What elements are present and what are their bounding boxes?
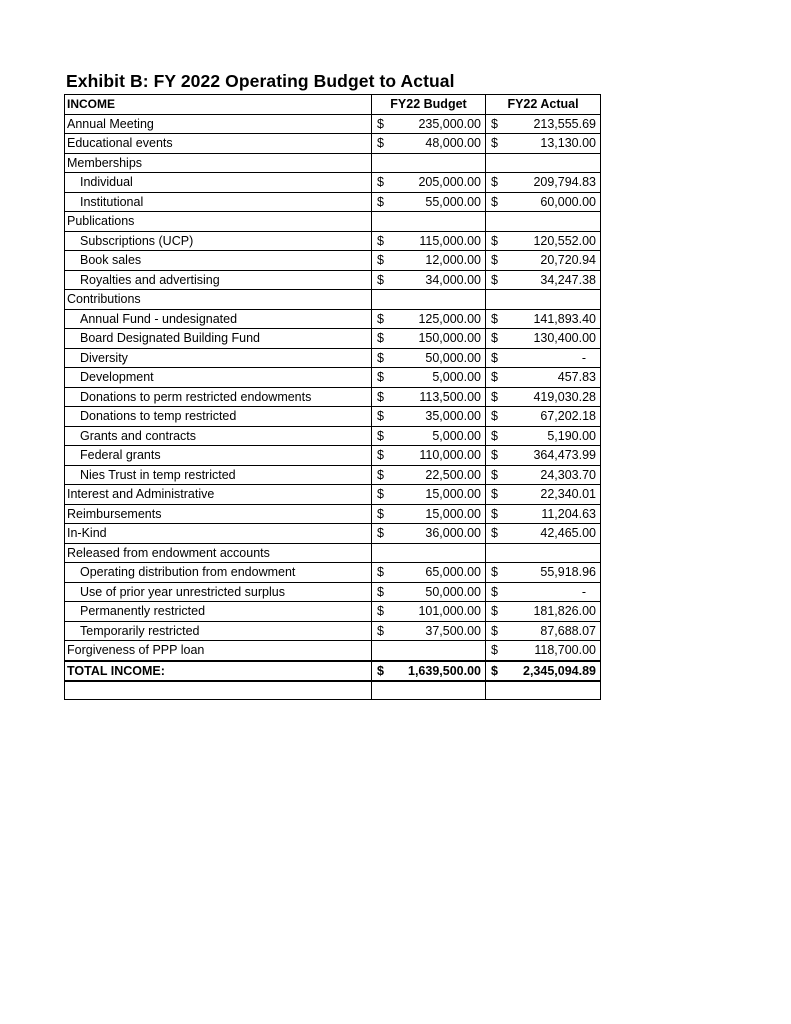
budget-cell xyxy=(372,348,486,368)
table-row xyxy=(65,153,601,173)
actual-cell xyxy=(486,641,601,661)
table-row xyxy=(65,309,601,329)
table-row xyxy=(65,602,601,622)
row-label: Subscriptions (UCP) xyxy=(65,231,372,251)
currency-symbol: $ xyxy=(377,311,384,326)
currency-symbol: $ xyxy=(377,565,384,579)
row-label: Operating distribution from endowment xyxy=(65,563,372,583)
row-label: Donations to perm restricted endowments xyxy=(65,387,372,407)
amount: 5,000.00 xyxy=(432,428,481,443)
row-label: Reimbursements xyxy=(65,504,372,524)
budget-table-body xyxy=(65,95,601,700)
budget-cell xyxy=(372,582,486,602)
amount: 34,247.38 xyxy=(540,272,596,287)
currency-symbol: $ xyxy=(491,428,498,443)
budget-cell xyxy=(372,231,486,251)
total-actual-cell xyxy=(486,661,601,682)
amount: 11,204.63 xyxy=(541,506,596,521)
budget-cell xyxy=(372,309,486,329)
amount: 50,000.00 xyxy=(425,584,481,599)
currency-symbol: $ xyxy=(377,448,384,462)
amount: 205,000.00 xyxy=(418,175,481,189)
amount: 1,639,500.00 xyxy=(408,663,481,678)
budget-cell xyxy=(372,641,486,661)
actual-cell xyxy=(486,563,601,583)
row-label: Temporarily restricted xyxy=(65,621,372,641)
actual-cell xyxy=(486,329,601,349)
currency-symbol: $ xyxy=(491,311,498,326)
table-row xyxy=(65,407,601,427)
budget-cell xyxy=(372,387,486,407)
actual-cell xyxy=(486,582,601,602)
total-budget-cell xyxy=(372,661,486,682)
row-label: Contributions xyxy=(65,290,372,310)
currency-symbol: $ xyxy=(491,272,498,287)
currency-symbol: $ xyxy=(377,584,384,599)
amount: 50,000.00 xyxy=(425,350,481,365)
currency-symbol: $ xyxy=(377,253,384,267)
amount: 67,202.18 xyxy=(540,409,596,423)
amount: 55,000.00 xyxy=(425,194,481,209)
budget-table xyxy=(64,94,601,700)
table-row xyxy=(65,134,601,154)
amount: 141,893.40 xyxy=(533,311,596,326)
amount: 120,552.00 xyxy=(533,233,596,248)
row-label: Publications xyxy=(65,212,372,232)
amount: 24,303.70 xyxy=(540,467,596,482)
table-row xyxy=(65,192,601,212)
amount: 22,500.00 xyxy=(425,467,481,482)
amount: 42,465.00 xyxy=(540,526,596,540)
budget-cell xyxy=(372,329,486,349)
actual-cell xyxy=(486,290,601,310)
currency-symbol: $ xyxy=(491,116,498,131)
amount: 37,500.00 xyxy=(425,623,481,638)
actual-cell xyxy=(486,524,601,544)
actual-cell xyxy=(486,504,601,524)
actual-cell xyxy=(486,348,601,368)
amount: 22,340.01 xyxy=(540,487,596,501)
table-row xyxy=(65,524,601,544)
currency-symbol: $ xyxy=(377,526,384,540)
table-row xyxy=(65,290,601,310)
table-row xyxy=(65,641,601,661)
budget-cell xyxy=(372,524,486,544)
table-row xyxy=(65,543,601,563)
actual-cell xyxy=(486,387,601,407)
amount: 12,000.00 xyxy=(425,253,481,267)
budget-cell xyxy=(372,621,486,641)
currency-symbol: $ xyxy=(491,253,498,267)
currency-symbol: $ xyxy=(377,409,384,423)
currency-symbol: $ xyxy=(491,389,498,404)
actual-cell xyxy=(486,368,601,388)
amount: 15,000.00 xyxy=(425,506,481,521)
table-row xyxy=(65,368,601,388)
amount: 20,720.94 xyxy=(540,253,596,267)
currency-symbol: $ xyxy=(377,116,384,131)
currency-symbol: $ xyxy=(491,331,498,345)
actual-column-header: FY22 Actual xyxy=(486,95,601,115)
table-row xyxy=(65,329,601,349)
table-row xyxy=(65,173,601,193)
currency-symbol: $ xyxy=(491,233,498,248)
actual-cell xyxy=(486,426,601,446)
actual-cell xyxy=(486,485,601,505)
row-label: Diversity xyxy=(65,348,372,368)
budget-cell xyxy=(372,153,486,173)
row-label: Released from endowment accounts xyxy=(65,543,372,563)
currency-symbol: $ xyxy=(377,175,384,189)
currency-symbol: $ xyxy=(491,487,498,501)
row-label: Federal grants xyxy=(65,446,372,466)
budget-cell xyxy=(372,602,486,622)
currency-symbol: $ xyxy=(491,663,498,678)
actual-cell xyxy=(486,543,601,563)
budget-cell xyxy=(372,173,486,193)
budget-cell xyxy=(372,465,486,485)
row-label: Development xyxy=(65,368,372,388)
budget-cell xyxy=(372,485,486,505)
income-header: INCOME xyxy=(65,95,372,115)
table-row xyxy=(65,114,601,134)
currency-symbol: $ xyxy=(491,643,498,657)
table-row xyxy=(65,446,601,466)
currency-symbol: $ xyxy=(491,526,498,540)
currency-symbol: $ xyxy=(491,467,498,482)
currency-symbol: $ xyxy=(491,136,498,150)
currency-symbol: $ xyxy=(377,194,384,209)
row-label: Individual xyxy=(65,173,372,193)
row-label: Permanently restricted xyxy=(65,602,372,622)
currency-symbol: $ xyxy=(491,604,498,618)
amount: 118,700.00 xyxy=(534,643,596,657)
budget-cell xyxy=(372,543,486,563)
amount: 364,473.99 xyxy=(533,448,596,462)
budget-column-header: FY22 Budget xyxy=(372,95,486,115)
actual-cell xyxy=(486,173,601,193)
total-label: TOTAL INCOME: xyxy=(65,661,372,682)
row-label: Forgiveness of PPP loan xyxy=(65,641,372,661)
currency-symbol: $ xyxy=(377,350,384,365)
table-row xyxy=(65,348,601,368)
actual-cell xyxy=(486,134,601,154)
amount: 2,345,094.89 xyxy=(523,663,596,678)
amount: 34,000.00 xyxy=(425,272,481,287)
currency-symbol: $ xyxy=(377,467,384,482)
empty-cell xyxy=(372,681,486,700)
currency-symbol: $ xyxy=(377,487,384,501)
currency-symbol: $ xyxy=(377,623,384,638)
currency-symbol: $ xyxy=(377,272,384,287)
amount: 60,000.00 xyxy=(540,194,596,209)
actual-cell xyxy=(486,192,601,212)
currency-symbol: $ xyxy=(377,428,384,443)
amount: 457.83 xyxy=(557,370,596,384)
currency-symbol: $ xyxy=(377,233,384,248)
currency-symbol: $ xyxy=(491,175,498,189)
currency-symbol: $ xyxy=(377,506,384,521)
table-row xyxy=(65,621,601,641)
budget-cell xyxy=(372,192,486,212)
amount: 15,000.00 xyxy=(425,487,481,501)
amount: 130,400.00 xyxy=(533,331,596,345)
empty-cell xyxy=(65,681,372,700)
currency-symbol: $ xyxy=(377,331,384,345)
amount: 101,000.00 xyxy=(418,604,481,618)
row-label: Annual Fund - undesignated xyxy=(65,309,372,329)
actual-cell xyxy=(486,309,601,329)
actual-cell xyxy=(486,270,601,290)
currency-symbol: $ xyxy=(377,604,384,618)
actual-cell xyxy=(486,231,601,251)
currency-symbol: $ xyxy=(377,663,384,678)
currency-symbol: $ xyxy=(491,623,498,638)
actual-cell xyxy=(486,153,601,173)
amount: 209,794.83 xyxy=(533,175,596,189)
row-label: Grants and contracts xyxy=(65,426,372,446)
row-label: Donations to temp restricted xyxy=(65,407,372,427)
exhibit-title: Exhibit B: FY 2022 Operating Budget to Actual xyxy=(66,71,455,91)
row-label: In-Kind xyxy=(65,524,372,544)
amount: 5,190.00 xyxy=(547,428,596,443)
table-row xyxy=(65,563,601,583)
amount: 110,000.00 xyxy=(419,448,481,462)
table-row xyxy=(65,231,601,251)
table-row xyxy=(65,212,601,232)
amount: 115,000.00 xyxy=(419,233,481,248)
actual-cell xyxy=(486,465,601,485)
budget-cell xyxy=(372,407,486,427)
actual-cell xyxy=(486,621,601,641)
table-row xyxy=(65,270,601,290)
budget-cell xyxy=(372,563,486,583)
currency-symbol: $ xyxy=(491,506,498,521)
amount: 48,000.00 xyxy=(425,136,481,150)
total-row xyxy=(65,661,601,682)
actual-cell xyxy=(486,114,601,134)
budget-cell xyxy=(372,114,486,134)
budget-cell xyxy=(372,290,486,310)
amount: 35,000.00 xyxy=(425,409,481,423)
row-label: Memberships xyxy=(65,153,372,173)
budget-cell xyxy=(372,368,486,388)
empty-cell xyxy=(486,681,601,700)
row-label: Nies Trust in temp restricted xyxy=(65,465,372,485)
row-label: Interest and Administrative xyxy=(65,485,372,505)
actual-cell xyxy=(486,446,601,466)
blank-row xyxy=(65,681,601,700)
table-row xyxy=(65,426,601,446)
row-label: Educational events xyxy=(65,134,372,154)
currency-symbol: $ xyxy=(491,584,498,599)
amount: - xyxy=(581,350,586,365)
budget-cell xyxy=(372,426,486,446)
amount: 125,000.00 xyxy=(418,311,481,326)
row-label: Board Designated Building Fund xyxy=(65,329,372,349)
amount: 235,000.00 xyxy=(418,116,481,131)
currency-symbol: $ xyxy=(377,370,384,384)
table-row xyxy=(65,387,601,407)
currency-symbol: $ xyxy=(377,136,384,150)
actual-cell xyxy=(486,212,601,232)
amount: 113,500.00 xyxy=(419,389,481,404)
amount: 5,000.00 xyxy=(432,370,481,384)
amount: 55,918.96 xyxy=(540,565,596,579)
currency-symbol: $ xyxy=(491,448,498,462)
row-label: Royalties and advertising xyxy=(65,270,372,290)
amount: 65,000.00 xyxy=(425,565,481,579)
amount: 213,555.69 xyxy=(533,116,596,131)
budget-cell xyxy=(372,251,486,271)
header-row xyxy=(65,95,601,115)
currency-symbol: $ xyxy=(491,565,498,579)
budget-cell xyxy=(372,134,486,154)
row-label: Use of prior year unrestricted surplus xyxy=(65,582,372,602)
amount: 181,826.00 xyxy=(533,604,596,618)
amount: - xyxy=(581,584,586,599)
budget-cell xyxy=(372,212,486,232)
budget-cell xyxy=(372,270,486,290)
table-row xyxy=(65,582,601,602)
budget-cell xyxy=(372,446,486,466)
row-label: Annual Meeting xyxy=(65,114,372,134)
currency-symbol: $ xyxy=(491,370,498,384)
currency-symbol: $ xyxy=(491,350,498,365)
table-row xyxy=(65,251,601,271)
currency-symbol: $ xyxy=(491,409,498,423)
amount: 87,688.07 xyxy=(540,623,596,638)
actual-cell xyxy=(486,407,601,427)
amount: 13,130.00 xyxy=(540,136,596,150)
table-row xyxy=(65,465,601,485)
amount: 419,030.28 xyxy=(533,389,596,404)
row-label: Institutional xyxy=(65,192,372,212)
currency-symbol: $ xyxy=(491,194,498,209)
table-row xyxy=(65,504,601,524)
amount: 150,000.00 xyxy=(418,331,481,345)
currency-symbol: $ xyxy=(377,389,384,404)
row-label: Book sales xyxy=(65,251,372,271)
budget-cell xyxy=(372,504,486,524)
table-row xyxy=(65,485,601,505)
amount: 36,000.00 xyxy=(425,526,481,540)
actual-cell xyxy=(486,251,601,271)
actual-cell xyxy=(486,602,601,622)
